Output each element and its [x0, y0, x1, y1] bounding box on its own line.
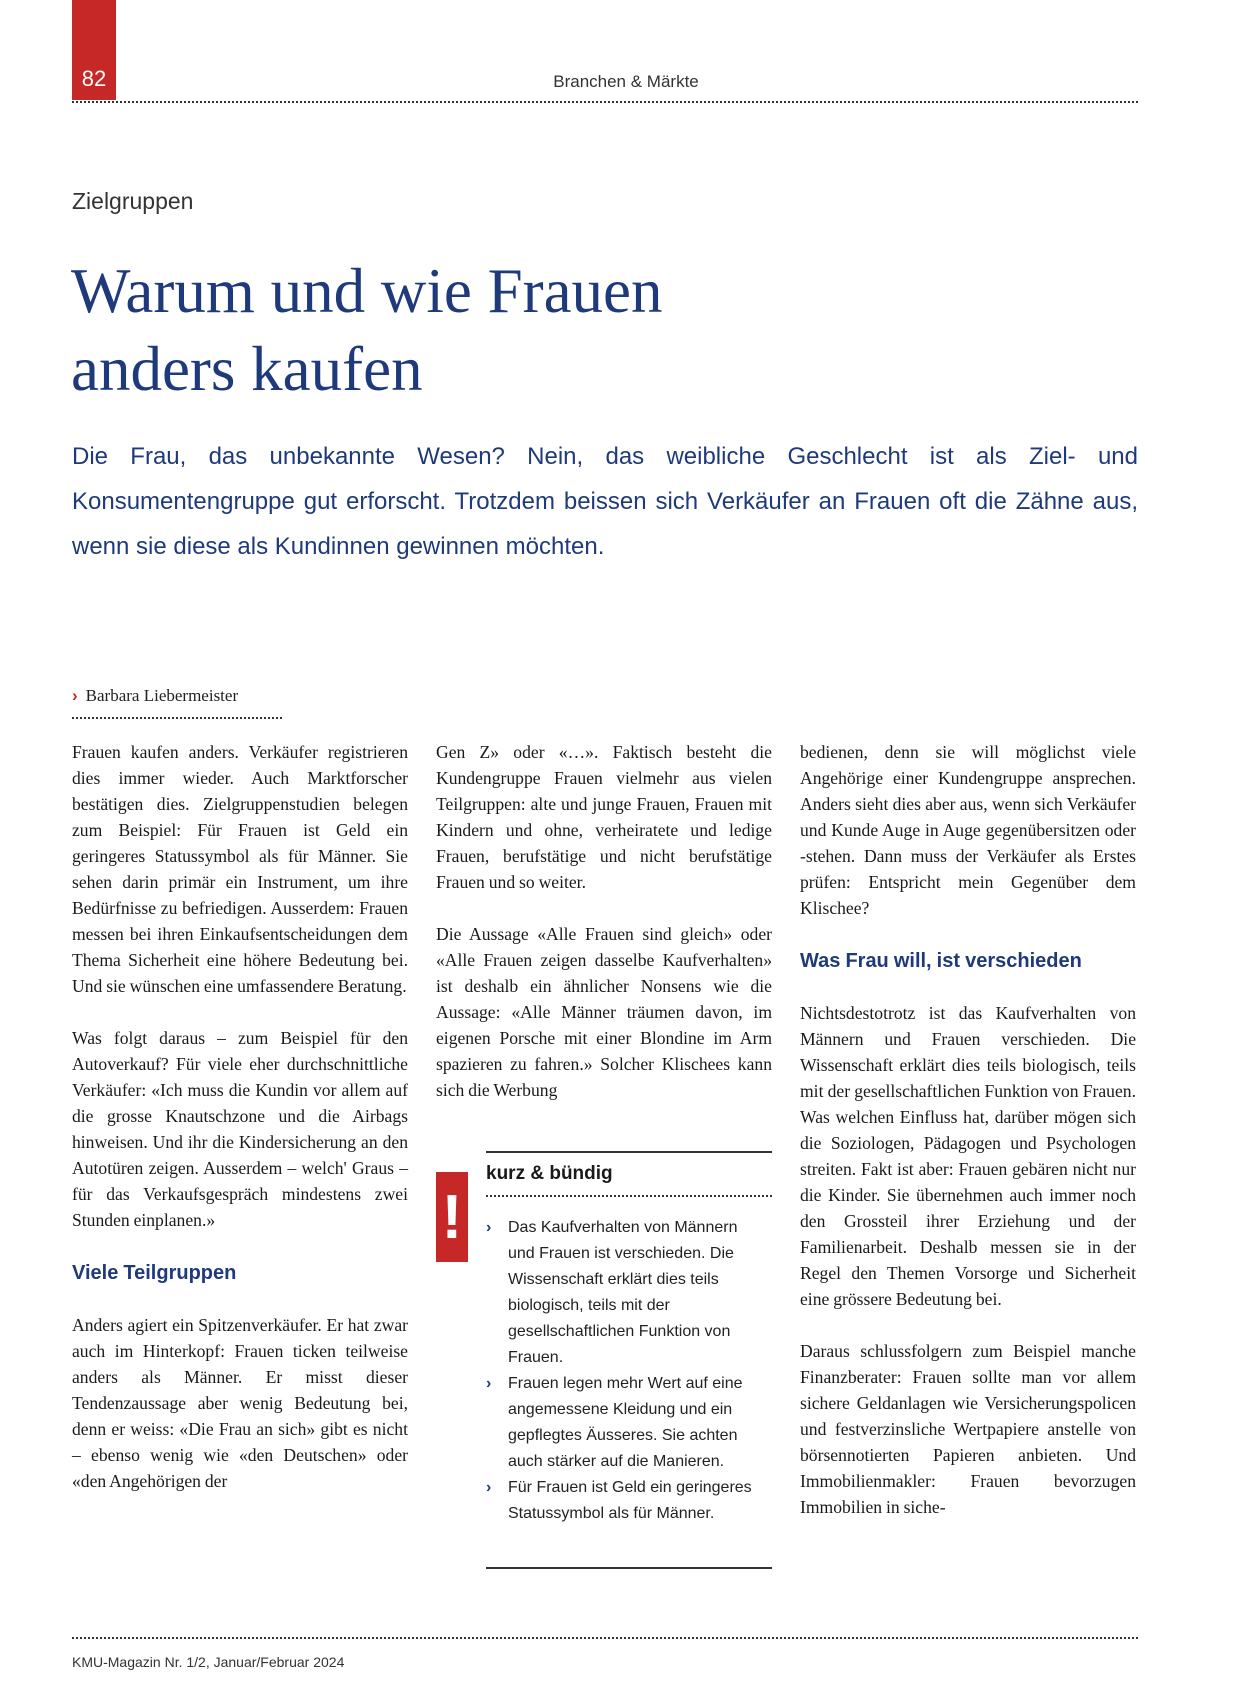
exclamation-icon: !	[436, 1172, 468, 1262]
paragraph: Frauen kaufen anders. Verkäufer registrieren dies immer wieder. Auch Marktforscher bestätigen dies. Zielgruppenstudien belegen zum Beispiel: Für Frauen ist Geld ein geringeres Statussymbol als für Männer. Sie sehen darin primär ein Instrument, um ihre Bedürfnisse zu befriedigen. Ausserdem: Frauen messen bei ihren Einkaufsentscheidungen dem Thema Sicherheit eine höhere Bedeutung bei. Und sie wünschen eine umfassendere Beratung.	[72, 742, 408, 996]
paragraph: Nichtsdestotrotz ist das Kaufverhalten von Männern und Frauen verschieden. Die Wissenschaft erklärt dies teils biologisch, teils mit der gesellschaftlichen Funktion von Frauen. Was welchen Einfluss hat, darüber mögen sich die Soziologen, Pädagogen und Psychologen streiten. Fakt ist aber: Frauen gebären nicht nur die Kinder. Sie übernehmen auch immer noch den Grossteil ihrer Erziehung und der Familienarbeit. Deshalb messen sie in der Regel den Themen Vorsorge und Sicherheit eine grössere Bedeutung bei.	[800, 1003, 1136, 1309]
header-rule	[72, 101, 1138, 103]
article-column-3	[800, 739, 1136, 1546]
paragraph: Was folgt daraus – zum Beispiel für den Autoverkauf? Für viele eher durchschnittliche Verkäufer: «Ich muss die Kundin vor allem auf die grosse Knautschzone und die Airbags hinweisen. Und ihr die Kindersicherung an den Autotüren zeigen. Ausserdem – welch' Graus – für das Verkaufsgespräch mindestens zwei Stunden einplanen.»	[72, 1028, 408, 1230]
page-number: 82	[72, 0, 116, 100]
box-title: kurz & bündig	[486, 1163, 613, 1184]
summary-box	[436, 1151, 772, 1571]
article-column-2	[436, 739, 772, 1129]
chevron-right-icon: ›	[486, 1479, 492, 1496]
byline-rule	[72, 717, 282, 719]
paragraph: Gen Z» oder «…». Faktisch besteht die Kundengruppe Frauen vielmehr aus vielen Teilgruppen: alte und junge Frauen, Frauen mit Kindern und ohne, verheiratete und ledige Frauen, berufstätige und nicht berufstätige Frauen und so weiter.	[436, 742, 772, 892]
box-bottom-rule	[486, 1567, 772, 1569]
chevron-right-icon: ›	[486, 1219, 492, 1236]
paragraph: Anders agiert ein Spitzenverkäufer. Er hat zwar auch im Hinterkopf: Frauen ticken teilweise anders als Männer. Er misst dieser Tendenzaussage aber wenig Bedeutung bei, denn er weiss: «Die Frau an sich» gibt es nicht – ebenso wenig wie «den Deutschen» oder «den Angehörigen der	[72, 1315, 408, 1491]
box-top-rule	[486, 1151, 772, 1153]
lead-paragraph: Die Frau, das unbekannte Wesen? Nein, das weibliche Geschlecht ist als Ziel- und Konsumentengruppe gut erforscht. Trotzdem beissen sich Verkäufer an Frauen oft die Zähne aus, wenn sie diese als Kundinnen gewinnen möchten.	[72, 443, 1138, 560]
list-item	[486, 1475, 762, 1527]
headline-line-2: anders kaufen	[71, 334, 423, 404]
paragraph: bedienen, denn sie will möglichst viele Angehörige einer Kundengruppe ansprechen. Anders sieht dies aber aus, wenn sich Verkäufer und Kunde Auge in Auge gegenübersitzen oder -stehen. Dann muss der Verkäufer als Erstes prüfen: Entspricht mein Gegenüber dem Klischee?	[800, 742, 1136, 918]
list-item-text: Für Frauen ist Geld ein geringeres Statussymbol als für Männer.	[508, 1479, 752, 1522]
paragraph: Daraus schlussfolgern zum Beispiel manche Finanzberater: Frauen sollte man vor allem sichere Geldanlagen wie Versicherungspolicen und festverzinsliche Wertpapiere anstelle von börsennotierten Papieren anbieten. Und Immobilienmakler: Frauen bevorzugen Immobilien in siche-	[800, 1341, 1136, 1517]
subheading: Viele Teilgruppen	[72, 1262, 237, 1284]
list-item-text: Frauen legen mehr Wert auf eine angemessene Kleidung und ein gepflegtes Äusseres. Sie achten auch stärker auf die Manieren.	[508, 1375, 743, 1470]
list-item-text: Das Kaufverhalten von Männern und Frauen ist verschieden. Die Wissenschaft erklärt dies teils biologisch, teils mit der gesellschaftlichen Funktion von Frauen.	[508, 1219, 738, 1366]
paragraph: Die Aussage «Alle Frauen sind gleich» oder «Alle Frauen zeigen dasselbe Kaufverhalten» ist deshalb ein ähnlicher Nonsens wie die Aussage: «Alle Männer träumen davon, im eigenen Porsche mit einer Blondine im Arm spazieren zu fahren.» Solcher Klischees kann sich die Werbung	[436, 924, 772, 1100]
footer-citation: KMU-Magazin Nr. 1/2, Januar/Februar 2024	[72, 1654, 345, 1670]
author-name: Barbara Liebermeister	[85, 686, 239, 705]
headline-line-1: Warum und wie Frauen	[71, 256, 663, 326]
chevron-right-icon: ›	[72, 686, 78, 705]
list-item	[486, 1215, 762, 1371]
byline	[72, 686, 238, 706]
headline	[71, 252, 1171, 408]
footer-rule	[72, 1637, 1138, 1639]
chevron-right-icon: ›	[486, 1375, 492, 1392]
list-item	[486, 1371, 762, 1475]
section-header: Branchen & Märkte	[553, 72, 699, 91]
kicker: Zielgruppen	[72, 188, 194, 214]
subheading: Was Frau will, ist verschieden	[800, 950, 1082, 972]
summary-list	[486, 1215, 762, 1527]
box-title-rule	[486, 1195, 772, 1197]
article-column-1	[72, 739, 408, 1520]
